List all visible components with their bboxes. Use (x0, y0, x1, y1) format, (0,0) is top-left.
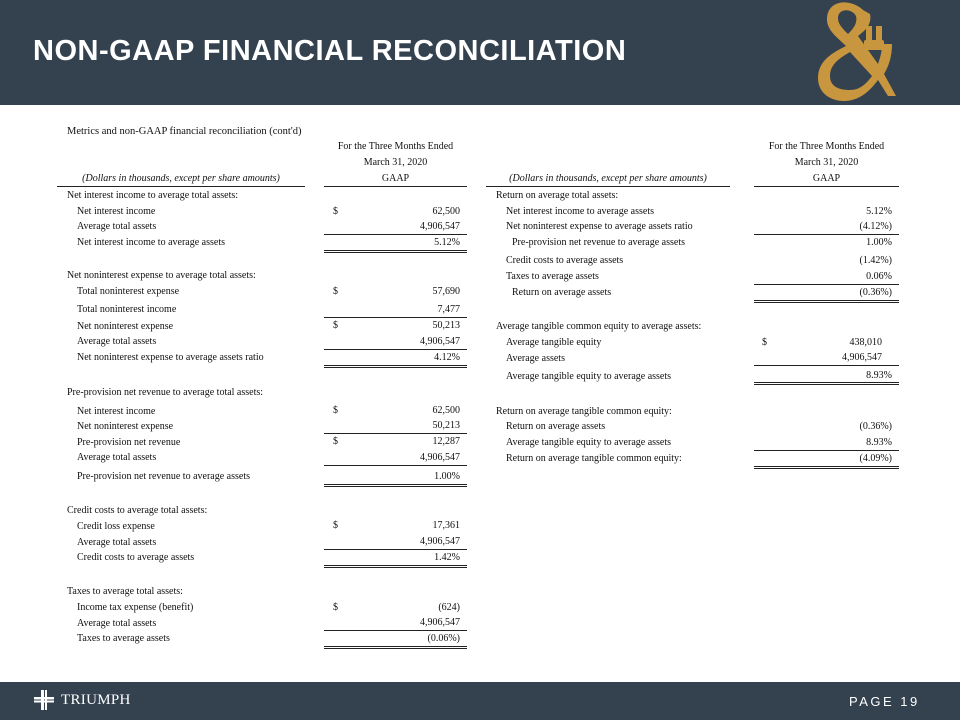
right-gaap-header: GAAP (812, 173, 841, 184)
row-value: (624) (438, 602, 460, 613)
currency-symbol: $ (333, 602, 338, 613)
row-label: Taxes to average assets (506, 271, 599, 282)
row-label: Credit costs to average assets (506, 255, 624, 266)
row-label: Net interest income to average assets (506, 206, 654, 217)
total-double-rule (324, 250, 467, 253)
row-label: Credit loss expense (77, 521, 155, 532)
section-heading: Pre-provision net revenue to average total assets: (67, 387, 264, 398)
row-value: 1.42% (434, 552, 460, 563)
row-value: 0.06% (866, 271, 892, 282)
footer-bar (0, 682, 960, 720)
subtotal-rule (754, 234, 899, 235)
row-value: 7,477 (437, 304, 460, 315)
right-units-rule (486, 186, 730, 187)
row-label: Average total assets (77, 452, 157, 463)
row-label: Average total assets (77, 221, 157, 232)
subtotal-rule (754, 284, 899, 285)
subtotal-rule (324, 234, 467, 235)
currency-symbol: $ (333, 405, 338, 416)
section-heading: Average tangible common equity to average assets: (496, 321, 702, 332)
currency-symbol: $ (333, 520, 338, 531)
row-label: Average tangible equity to average assets (506, 371, 672, 382)
subtotal-rule (324, 349, 467, 350)
row-value: 5.12% (866, 206, 892, 217)
subtotal-rule (324, 317, 467, 318)
section-heading: Credit costs to average total assets: (67, 505, 208, 516)
currency-symbol: $ (333, 320, 338, 331)
row-label: Return on average assets (512, 287, 612, 298)
brand-logo (33, 688, 131, 712)
row-label: Return on average assets (506, 421, 606, 432)
row-value: 4,906,547 (420, 536, 460, 547)
row-value: (1.42%) (859, 255, 892, 266)
row-label: Average tangible equity to average assets (506, 437, 672, 448)
row-value: 57,690 (432, 286, 460, 297)
subtotal-rule (754, 365, 899, 366)
row-value: 5.12% (434, 237, 460, 248)
subtotal-rule (324, 433, 467, 434)
row-label: Average total assets (77, 618, 157, 629)
row-value: 4,906,547 (420, 452, 460, 463)
left-gaap-rule (324, 186, 467, 187)
slide-title: NON-GAAP FINANCIAL RECONCILIATION (33, 35, 627, 67)
row-label: Income tax expense (benefit) (77, 602, 194, 613)
row-label: Pre-provision net revenue (77, 437, 181, 448)
subtotal-rule (324, 630, 467, 631)
row-value: (4.09%) (859, 453, 892, 464)
subtotal-rule (324, 549, 467, 550)
row-label: Net noninterest expense (77, 421, 174, 432)
page-number: PAGE 19 (849, 694, 920, 709)
row-value: 4.12% (434, 352, 460, 363)
row-value: 4,906,547 (842, 352, 882, 363)
row-label: Average total assets (77, 537, 157, 548)
total-double-rule (324, 646, 467, 649)
currency-symbol: $ (333, 286, 338, 297)
row-label: Average tangible equity (506, 337, 602, 348)
right-units-header: (Dollars in thousands, except per share amounts) (509, 173, 707, 184)
row-label: Net noninterest expense to average assets ratio (506, 221, 693, 232)
row-value: (4.12%) (859, 221, 892, 232)
row-value: 1.00% (866, 237, 892, 248)
row-value: 50,213 (432, 320, 460, 331)
section-heading: Net noninterest expense to average total assets: (67, 270, 256, 281)
row-value: (0.36%) (859, 421, 892, 432)
total-double-rule (324, 484, 467, 487)
row-value: 438,010 (849, 337, 882, 348)
row-value: 8.93% (866, 370, 892, 381)
right-gaap-rule (754, 186, 899, 187)
right-period-line2: March 31, 2020 (794, 157, 859, 168)
row-label: Pre-provision net revenue to average assets (77, 471, 250, 482)
currency-symbol: $ (333, 436, 338, 447)
row-value: 17,361 (432, 520, 460, 531)
row-label: Net interest income (77, 206, 156, 217)
right-period-line1: For the Three Months Ended (768, 141, 885, 152)
row-label: Total noninterest income (77, 304, 177, 315)
row-label: Credit costs to average assets (77, 552, 195, 563)
row-label: Average total assets (77, 336, 157, 347)
row-value: 1.00% (434, 471, 460, 482)
section-heading: Return on average tangible common equity: (496, 406, 672, 417)
total-double-rule (324, 365, 467, 368)
row-value: 12,287 (432, 436, 460, 447)
section-heading: Taxes to average total assets: (67, 586, 183, 597)
row-value: 62,500 (432, 206, 460, 217)
row-label: Net interest income (77, 406, 156, 417)
row-label: Return on average tangible common equity: (506, 453, 682, 464)
row-label: Total noninterest expense (77, 286, 180, 297)
row-label: Net noninterest expense to average assets ratio (77, 352, 264, 363)
triumph-cross-icon (33, 689, 55, 711)
left-period-line2: March 31, 2020 (363, 157, 428, 168)
section-heading: Net interest income to average total assets: (67, 190, 239, 201)
total-double-rule (754, 300, 899, 303)
total-double-rule (324, 565, 467, 568)
row-value: (0.36%) (859, 287, 892, 298)
left-units-header: (Dollars in thousands, except per share amounts) (82, 173, 280, 184)
row-label: Net noninterest expense (77, 321, 174, 332)
row-label: Average assets (506, 353, 565, 364)
row-value: 50,213 (432, 420, 460, 431)
row-value: 4,906,547 (420, 617, 460, 628)
currency-symbol: $ (333, 206, 338, 217)
total-double-rule (754, 382, 899, 385)
currency-symbol: $ (762, 337, 767, 348)
brand-name: TRIUMPH (61, 691, 131, 708)
row-value: 62,500 (432, 405, 460, 416)
subtotal-rule (754, 450, 899, 451)
row-value: 4,906,547 (420, 221, 460, 232)
row-label: Taxes to average assets (77, 633, 170, 644)
row-label: Pre-provision net revenue to average assets (512, 237, 685, 248)
left-units-rule (57, 186, 305, 187)
row-value: 8.93% (866, 437, 892, 448)
ampersand-plug-logo-icon (800, 0, 900, 108)
left-period-line1: For the Three Months Ended (337, 141, 454, 152)
table-title: Metrics and non-GAAP financial reconciliation (cont'd) (67, 126, 302, 137)
subtotal-rule (324, 465, 467, 466)
row-label: Net interest income to average assets (77, 237, 225, 248)
total-double-rule (754, 466, 899, 469)
row-value: (0.06%) (427, 633, 460, 644)
left-gaap-header: GAAP (381, 173, 410, 184)
section-heading: Return on average total assets: (496, 190, 619, 201)
row-value: 4,906,547 (420, 336, 460, 347)
